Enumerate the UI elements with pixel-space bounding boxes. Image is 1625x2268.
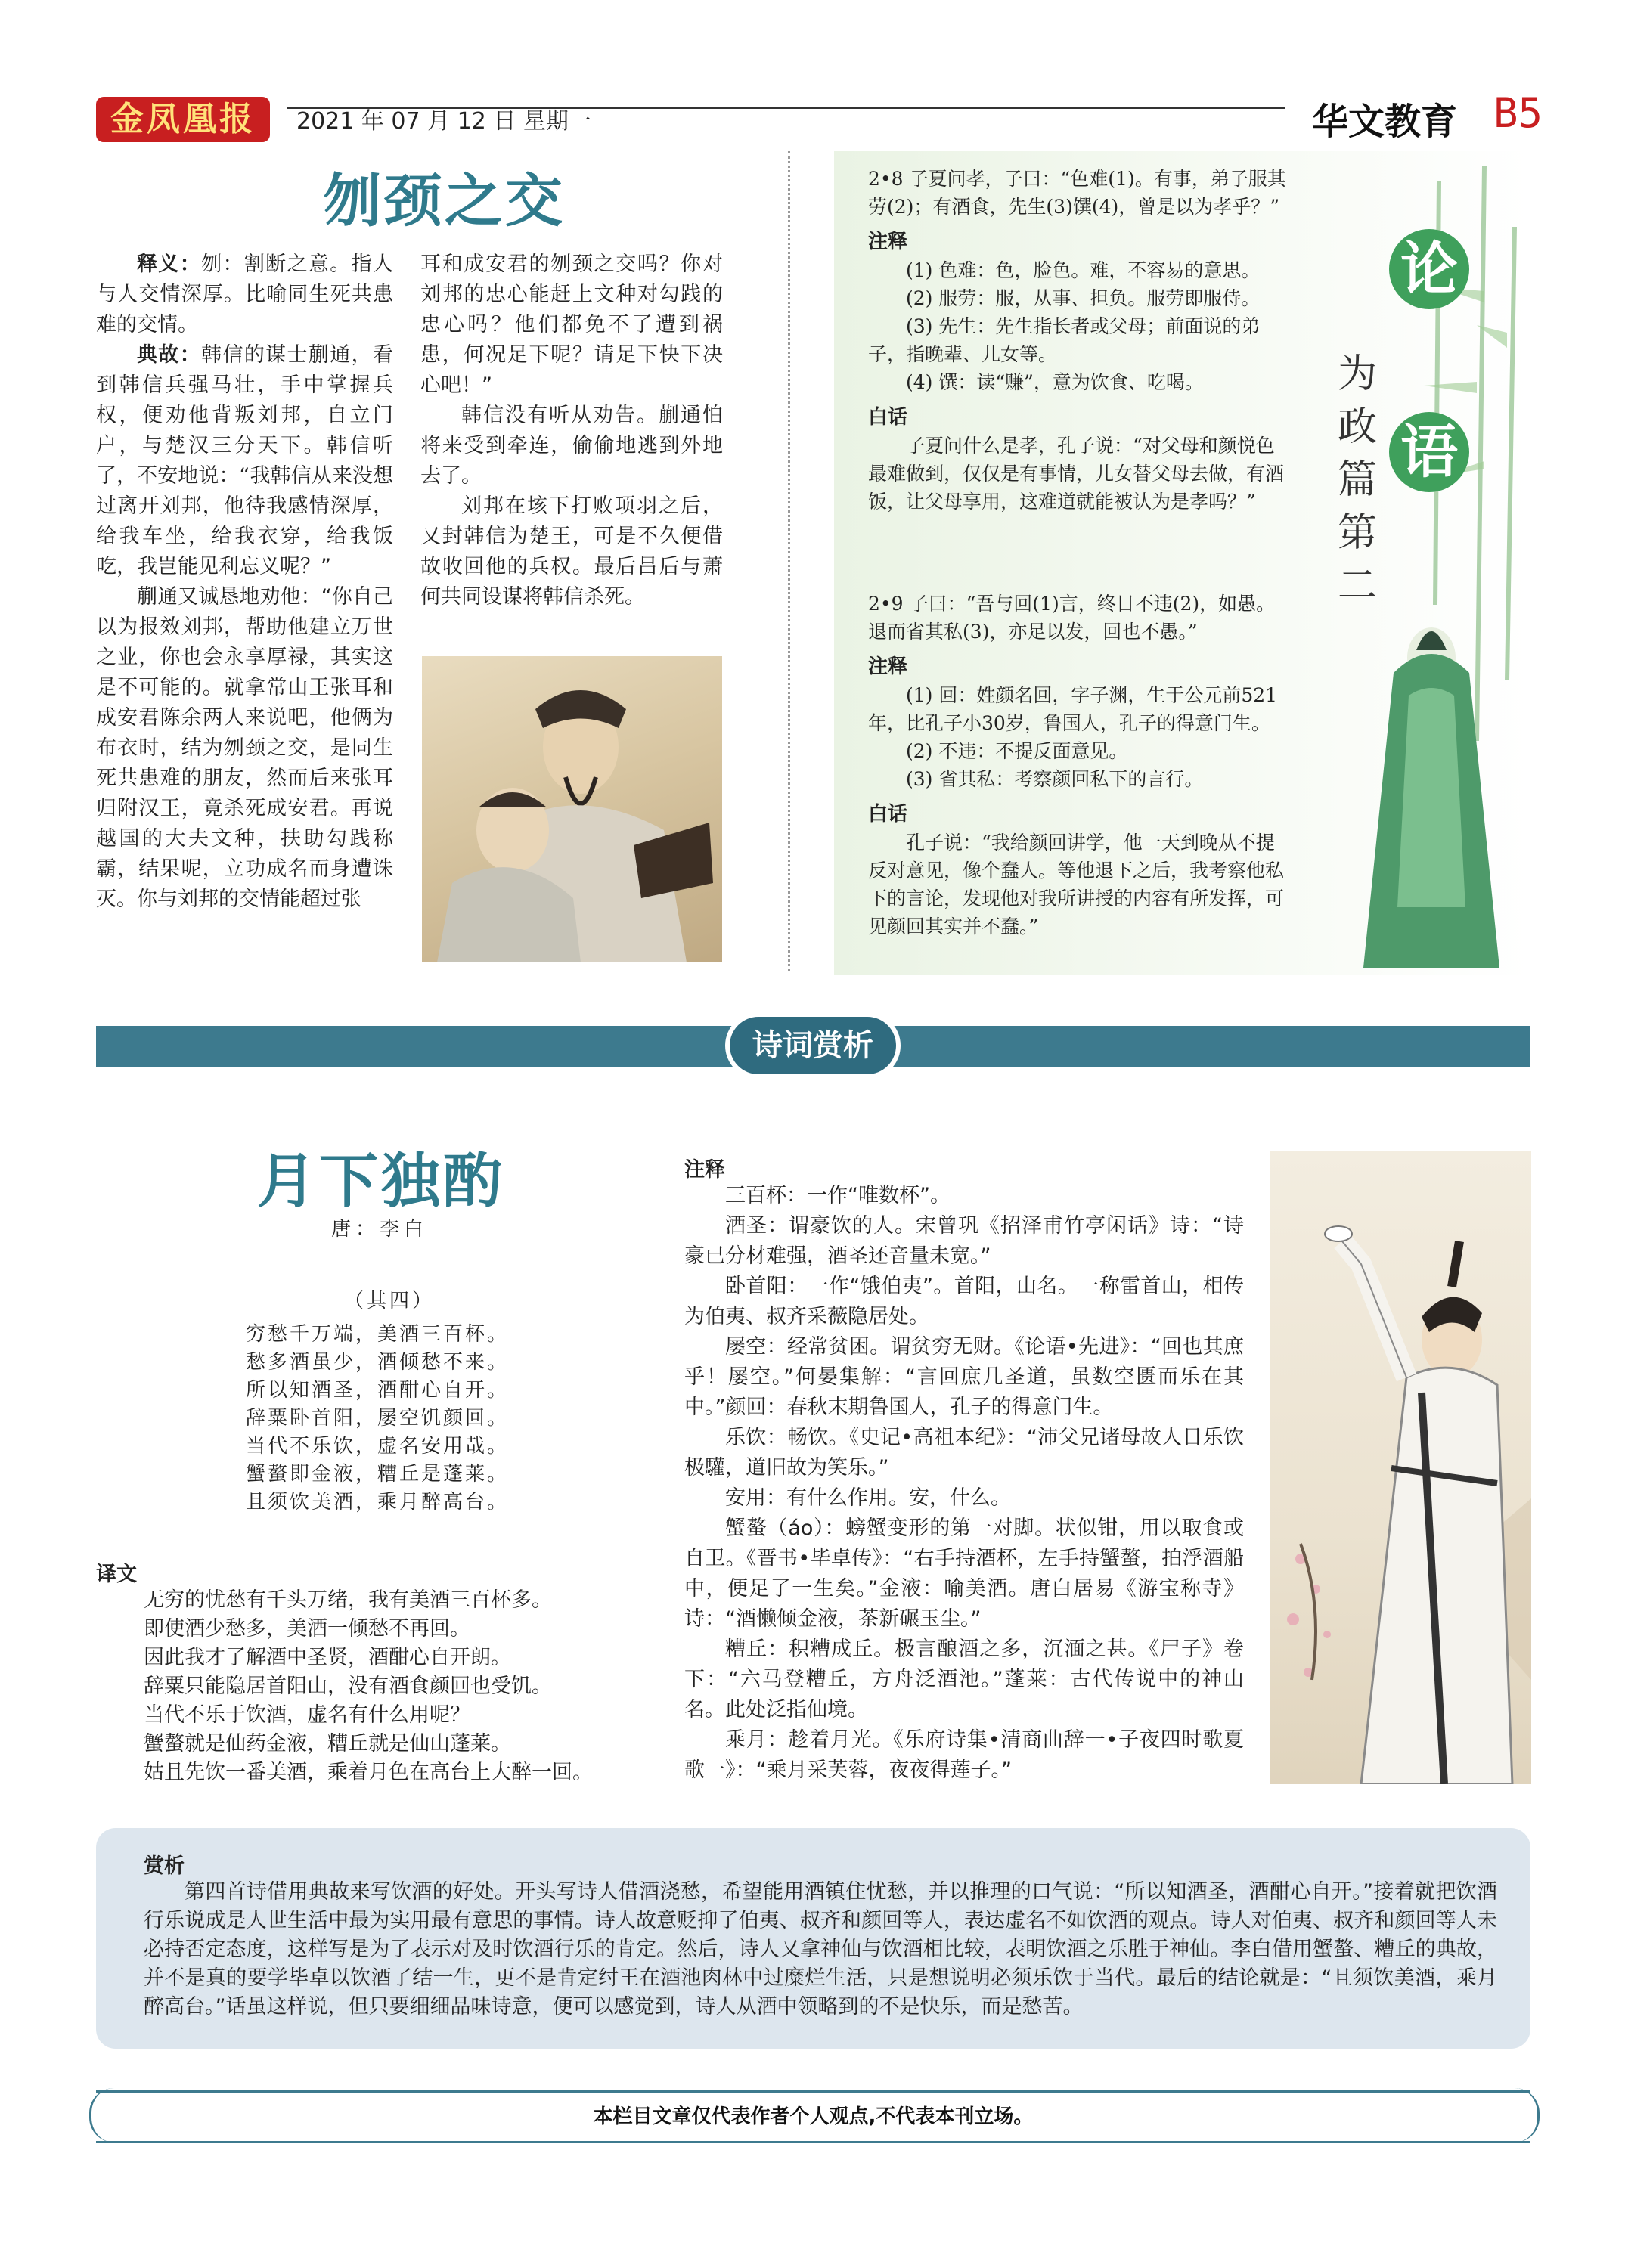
- note: 安用：有什么作用。安，什么。: [725, 1486, 1011, 1510]
- page-number: B5: [1493, 89, 1543, 137]
- section-name: 华文教育: [1312, 101, 1458, 143]
- section-banner-label: 诗词赏析: [730, 1017, 896, 1074]
- article-column-1: [96, 249, 393, 915]
- note: (3) 先生：先生指长者或父母；前面说的弟子，指晚辈、儿女等。: [868, 315, 1261, 365]
- poem-subtitle: （其四）: [344, 1290, 436, 1312]
- issue-date: 2021 年 07 月 12 日 星期一: [296, 108, 591, 135]
- translation-heading: 译文: [96, 1563, 137, 1586]
- translation-heading: 白话: [868, 803, 908, 826]
- note: 蟹螯（áo）：螃蟹变形的第一对脚。状似钳，用以取食或自卫。《晋书•毕卓传》：“右手持酒杯，左手持蟹螯，拍浮酒船中，便足了一生矣。”金液：喻美酒。唐白居易《游宝称寺》诗：“酒懒倾金液，茶新碾玉尘。”: [684, 1517, 1244, 1631]
- poem-line: 蟹螯即金液，糟丘是蓬莱。: [246, 1463, 510, 1486]
- lunyu-block-2-8: [868, 165, 1290, 516]
- poem-line: 辞粟卧首阳，屡空饥颜回。: [246, 1407, 510, 1430]
- translation: 子夏问什么是孝，孔子说：“对父母和颜悦色最难做到，仅仅是有事情，儿女替父母去做，有酒饭，让父母享用，这难道就能被认为是孝吗？”: [868, 435, 1285, 513]
- notes-heading: 注释: [684, 1158, 725, 1182]
- poem-notes: [684, 1181, 1244, 1786]
- illustration-scholars: [422, 656, 722, 962]
- appreciation-text: 第四首诗借用典故来写饮酒的好处。开头写诗人借酒浇愁，希望能用酒镇住忧愁，并以推理的口气说：“所以知酒圣，酒酣心自开。”接着就把饮酒行乐说成是人世生活中最为实用最有意思的事情。诗人故意贬抑了伯夷、叔齐和颜回等人，表达虚名不如饮酒的观点。诗人对伯夷、叔齐和颜回等人未必持否定态度，这样写是为了表示对及时饮酒行乐的肯定。然后，诗人又拿神仙与饮酒相比较，表明饮酒之乐胜于神仙。李白借用蟹螯、糟丘的典故，并不是真的要学毕卓以饮酒了结一生，更不是肯定纣王在酒池肉林中过糜烂生活，只是想说明必须乐饮于当代。最后的结论就是：“且须饮美酒，乘月醉高台。”话虽这样说，但只要细细品味诗意，便可以感觉到，诗人从酒中领略到的不是快乐，而是愁苦。: [144, 1880, 1497, 2019]
- translation-line: 即使酒少愁多，美酒一倾愁不再回。: [144, 1617, 470, 1641]
- note: 糟丘：积糟成丘。极言酿酒之多，沉湎之甚。《尸子》卷下：“六马登糟丘，方舟泛酒池。”蓬莱：古代传说中的神山名。此处泛指仙境。: [684, 1637, 1244, 1721]
- translation-line: 辞粟只能隐居首阳山，没有酒食颜回也受饥。: [144, 1675, 552, 1698]
- notes-heading: 注释: [868, 655, 908, 678]
- poem-line: 穷愁千万端，美酒三百杯。: [246, 1323, 510, 1346]
- note: 三百杯：一作“唯数杯”。: [725, 1184, 951, 1207]
- poem-body: [246, 1321, 563, 1517]
- chapter-vertical-title: 为 政 篇 第 二: [1337, 352, 1377, 609]
- poem-line: 当代不乐饮，虚名安用哉。: [246, 1435, 510, 1458]
- disclaimer: 本栏目文章仅代表作者个人观点,不代表本刊立场。: [96, 2090, 1530, 2143]
- article-title: 刎颈之交: [324, 167, 566, 234]
- translation-line: 姑且先饮一番美酒，乘着月色在高台上大醉一回。: [144, 1761, 593, 1784]
- poem-line: 愁多酒虽少，酒倾愁不来。: [246, 1351, 510, 1374]
- paragraph: 耳和成安君的刎颈之交吗？你对刘邦的忠心能赶上文种对勾践的忠心吗？他们都免不了遭到祸患，何况足下呢？请足下快下决心吧！”: [420, 253, 723, 397]
- poem-line: 所以知酒圣，酒酣心自开。: [246, 1379, 510, 1402]
- translation-line: 蟹螯就是仙药金液，糟丘就是仙山蓬莱。: [144, 1732, 511, 1755]
- translation-line: 当代不乐于饮酒，虚名有什么用呢？: [144, 1703, 470, 1727]
- poem-line: 且须饮美酒，乘月醉高台。: [246, 1491, 510, 1514]
- illustration-li-bai: [1270, 1151, 1531, 1784]
- note: (3) 省其私：考察颜回私下的言行。: [906, 768, 1204, 790]
- poem-author: 唐：李白: [331, 1218, 429, 1241]
- paragraph: 典故：韩信的谋士蒯通，看到韩信兵强马壮，手中掌握兵权，便劝他背叛刘邦，自立门户，与楚汉三分天下。韩信听了，不安地说：“我韩信从来没想过离开刘邦，他待我感情深厚，给我车坐，给我衣穿，给我饭吃，我岂能见利忘义呢？”: [96, 343, 394, 578]
- poem-translation: [144, 1586, 628, 1787]
- translation-line: 因此我才了解酒中圣贤，酒酣心自开朗。: [144, 1646, 511, 1669]
- verse: 2•9 子曰：“吾与回(1)言，终日不违(2)，如愚。退而省其私(3)，亦足以发，回也不愚。”: [868, 593, 1276, 643]
- note: 卧首阳：一作“饿伯夷”。首阳，山名。一称雷首山，相传为伯夷、叔齐采薇隐居处。: [684, 1275, 1244, 1328]
- translation-line: 无穷的忧愁有千头万绪，我有美酒三百杯多。: [144, 1588, 552, 1612]
- lunyu-block-2-9: [868, 590, 1290, 940]
- translation-heading: 白话: [868, 406, 908, 429]
- paragraph: 刘邦在垓下打败项羽之后，又封韩信为楚王，可是不久便借故收回他的兵权。最后吕后与萧何共同设谋将韩信杀死。: [420, 494, 723, 609]
- masthead-logo: 金凤凰报: [96, 97, 270, 142]
- appreciation-heading: 赏析: [144, 1854, 185, 1878]
- paragraph: 蒯通又诚恳地劝他：“你自己以为报效刘邦，帮助他建立万世之业，你也会永享厚禄，其实这是不可能的。就拿常山王张耳和成安君陈余两人来说吧，他俩为布衣时，结为刎颈之交，是同生死共患难的朋友，然而后来张耳归附汉王，竟杀死成安君。再说越国的大夫文种，扶助勾践称霸，结果呢，立功成名而身遭诛灭。你与刘邦的交情能超过张: [96, 585, 393, 911]
- note: (2) 服劳：服，从事、担负。服劳即服侍。: [906, 287, 1261, 309]
- verse: 2•8 子夏问孝，子曰：“色难(1)。有事，弟子服其劳(2)；有酒食，先生(3)馔(4)，曾是以为孝乎？”: [868, 168, 1286, 218]
- translation: 孔子说：“我给颜回讲学，他一天到晚从不提反对意见，像个蠢人。等他退下之后，我考察他私下的言论，发现他对我所讲授的内容有所发挥，可见颜回其实并不蠢。”: [868, 832, 1285, 937]
- note: (1) 回：姓颜名回，字子渊，生于公元前521年，比孔子小30岁，鲁国人，孔子的得意门生。: [868, 684, 1278, 734]
- lunyu-circle-1: 论: [1389, 229, 1469, 309]
- note: 屡空：经常贫困。谓贫穷无财。《论语•先进》：“回也其庶乎！屡空。”何晏集解：“言回庶几圣道，虽数空匮而乐在其中。”颜回：春秋末期鲁国人，孔子的得意门生。: [684, 1335, 1244, 1419]
- lunyu-circle-2: 语: [1389, 412, 1469, 492]
- column-divider: [788, 151, 790, 971]
- article-column-2: [420, 249, 723, 612]
- notes-heading: 注释: [868, 231, 908, 253]
- note: 乐饮：畅饮。《史记•高祖本纪》：“沛父兄诸母故人日乐饮极驩，道旧故为笑乐。”: [684, 1426, 1244, 1479]
- note: (1) 色难：色，脸色。难，不容易的意思。: [906, 259, 1261, 281]
- paragraph: 韩信没有听从劝告。蒯通怕将来受到牵连，偷偷地逃到外地去了。: [420, 404, 723, 488]
- note: 酒圣：谓豪饮的人。宋曾巩《招泽甫竹亭闲话》诗：“诗豪已分材难强，酒圣还音量未宽。”: [684, 1214, 1244, 1268]
- paragraph: 释义：刎：割断之意。指人与人交情深厚。比喻同生死共患难的交情。: [96, 253, 394, 336]
- poem-title: 月下独酌: [257, 1147, 506, 1216]
- note: (2) 不违：不提反面意见。: [906, 740, 1128, 762]
- note: 乘月：趁着月光。《乐府诗集•清商曲辞一•子夜四时歌夏歌一》：“乘月采芙蓉，夜夜得莲子。”: [684, 1728, 1244, 1782]
- note: (4) 馔：读“赚”，意为饮食、吃喝。: [906, 371, 1204, 393]
